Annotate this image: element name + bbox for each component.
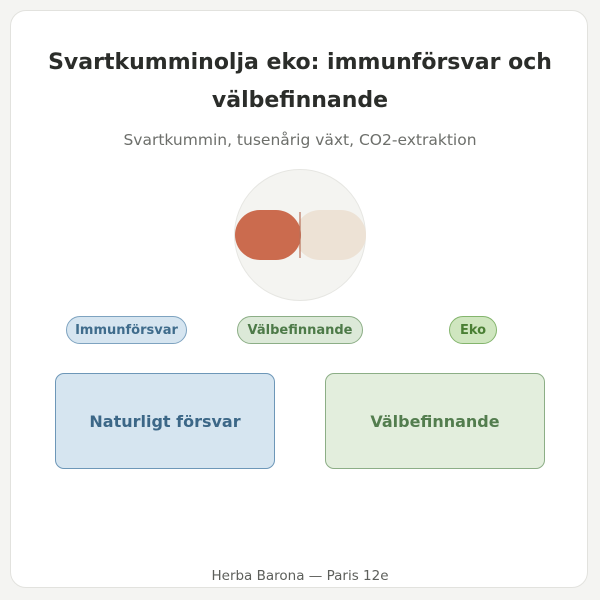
box-label: Välbefinnande — [370, 411, 500, 431]
page-subtitle: Svartkummin, tusenårig växt, CO2-extraktion — [123, 131, 477, 149]
page-title: Svartkumminolja eko: immunförsvar och välbefinnande — [48, 50, 552, 113]
footer-text: Herba Barona — Paris 12e — [211, 568, 389, 584]
box-valbefinnande — [325, 373, 545, 469]
capsule-left-half — [235, 210, 301, 260]
tag-valbefinnande: Välbefinnande — [237, 316, 363, 344]
tag-eko: Eko — [449, 316, 497, 344]
capsule-icon — [235, 210, 366, 260]
box-naturligt-forsvar — [55, 373, 275, 469]
box-label: Naturligt försvar — [89, 411, 241, 431]
tag-immunforsvar: Immunförsvar — [66, 316, 187, 344]
capsule-right-half — [295, 210, 366, 260]
